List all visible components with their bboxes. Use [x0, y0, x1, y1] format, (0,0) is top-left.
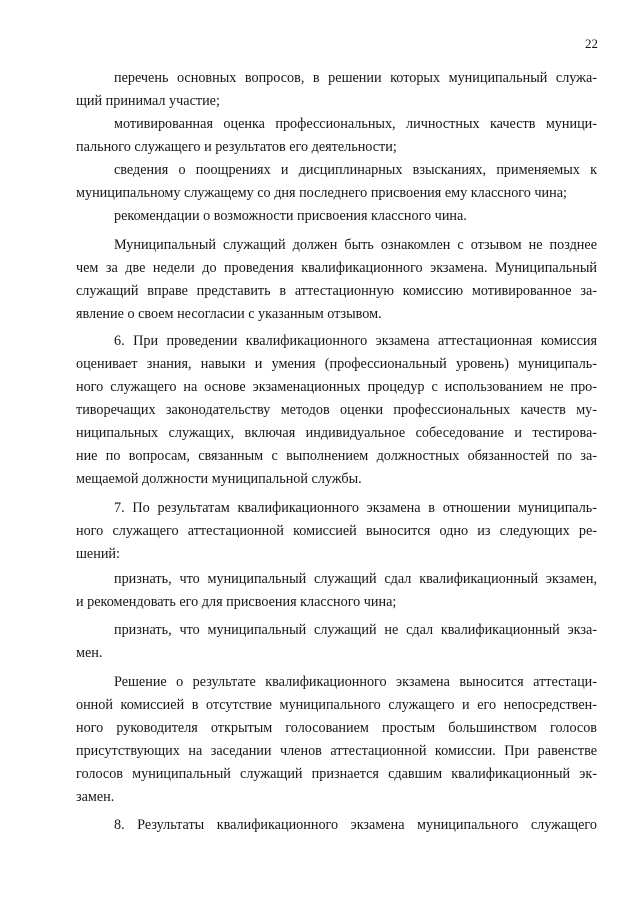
text-line: голосов муниципальный служащий признается сдавшим квалификационный эк-: [76, 766, 597, 782]
text-line: ние по вопросам, связанным с выполнением должностных обязанностей по за-: [76, 448, 597, 464]
text-line: явление о своем несогласии с указанным отзывом.: [76, 306, 382, 322]
text-line: присутствующих на заседании членов аттестационной комиссии. При равенстве: [76, 743, 597, 759]
text-line: онной комиссией в отсутствие муниципального служащего и его непосредствен-: [76, 697, 597, 713]
text-line: муниципальному служащему со дня последнего присвоения ему классного чина;: [76, 185, 567, 201]
text-line: мотивированная оценка профессиональных, личностных качеств муници-: [114, 116, 597, 132]
text-line: щий принимал участие;: [76, 93, 220, 109]
text-line: оценивает знания, навыки и умения (профессиональный уровень) муниципаль-: [76, 356, 597, 372]
text-line: ного служащего аттестационной комиссией выносится одно из следующих ре-: [76, 523, 597, 539]
text-line: Муниципальный служащий должен быть ознакомлен с отзывом не позднее: [114, 237, 597, 253]
text-line: и рекомендовать его для присвоения классного чина;: [76, 594, 397, 610]
text-line: чем за две недели до проведения квалификационного экзамена. Муниципальный: [76, 260, 597, 276]
text-line: ного руководителя открытым голосованием простым большинством голосов: [76, 720, 597, 736]
text-line: Решение о результате квалификационного экзамена выносится аттестаци-: [114, 674, 597, 690]
text-line: ного служащего на основе экзаменационных процедур с использованием не про-: [76, 379, 597, 395]
text-line: мещаемой должности муниципальной службы.: [76, 471, 362, 487]
text-line: сведения о поощрениях и дисциплинарных взысканиях, применяемых к: [114, 162, 597, 178]
text-line: ниципальных служащих, включая индивидуальное собеседование и тестирова-: [76, 425, 597, 441]
text-line: замен.: [76, 789, 115, 805]
text-line: 8. Результаты квалификационного экзамена муниципального служащего: [114, 817, 597, 833]
text-line: служащий вправе представить в аттестационную комиссию мотивированное за-: [76, 283, 597, 299]
text-line: 6. При проведении квалификационного экзамена аттестационная комиссия: [114, 333, 597, 349]
text-line: тиворечащих законодательству методов оценки профессиональных качеств му-: [76, 402, 597, 418]
text-line: признать, что муниципальный служащий сдал квалификационный экзамен,: [114, 571, 597, 587]
text-line: рекомендации о возможности присвоения классного чина.: [114, 208, 467, 224]
text-line: мен.: [76, 645, 103, 661]
text-line: 7. По результатам квалификационного экзамена в отношении муниципаль-: [114, 500, 597, 516]
text-line: перечень основных вопросов, в решении которых муниципальный служа-: [114, 70, 597, 86]
text-line: признать, что муниципальный служащий не сдал квалификационный экза-: [114, 622, 597, 638]
page-number: 22: [585, 36, 598, 51]
text-line: пального служащего и результатов его деятельности;: [76, 139, 397, 155]
text-line: шений:: [76, 546, 120, 562]
